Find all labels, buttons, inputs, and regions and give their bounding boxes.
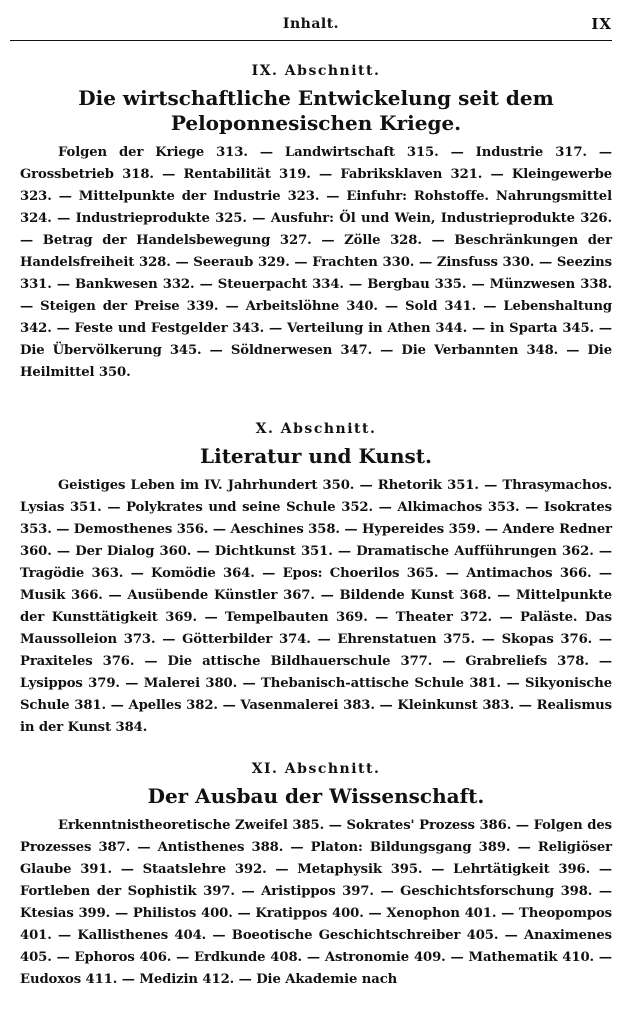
section-title: Literatur und Kunst. [200, 444, 432, 468]
section-title: Die wirtschaftliche Entwickelung seit dem Peloponnesischen Kriege. [78, 86, 554, 135]
section-contents: Folgen der Kriege 313. — Landwirtschaft 315. — Industrie 317. — Grossbetrieb 318. — Rentabilität 319. — Fabriksklaven 321. — Kleingewerbe 323. — Mittelpunkte der Industrie 323. — Einfuhr: Rohstoffe. Nahrungsmittel 324. — Industrieprodukte 325. — Ausfuhr: Öl und Wein, Industrieprodukte 326. — Betrag der Handelsbewegung 327. — Zölle 328. — Beschränkungen der Handelsfreiheit 328. — Seeraub 329. — Frachten 330. — Zinsfuss 330. — Seezins 331. — Bankwesen 332. — Steuerpacht 334. — Bergbau 335. — Münzwesen 338. — Steigen der Preise 339. — Arbeitslöhne 340. — Sold 341. — Lebenshaltung 342. — Feste und Festgelder 343. — Verteilung in Athen 344. — in Sparta 345. — Die Übervölkerung 345. — Söldnerwesen 347. — Die Verbannten 348. — Die Heilmittel 350. [20, 145, 612, 380]
running-head [10, 14, 612, 41]
section-contents: Erkenntnistheoretische Zweifel 385. — Sokrates' Prozess 386. — Folgen des Prozesses 387. — Antisthenes 388. — Platon: Bildungsgang 389. — Religiöser Glaube 391. — Staatslehre 392. — Metaphysik 395. — Lehrtätigkeit 396. — Fortleben der Sophistik 397. — Aristippos 397. — Geschichtsforschung 398. — Ktesias 399. — Philistos 400. — Kratippos 400. — Xenophon 401. — Theopompos 401. — Kallisthenes 404. — Boeotische Geschichtschreiber 405. — Anaximenes 405. — Ephoros 406. — Erdkunde 408. — Astronomie 409. — Mathematik 410. — Eudoxos 411. — Medizin 412. — Die Akademie nach [20, 818, 612, 987]
section-label: IX. Abschnitt. [251, 63, 381, 79]
section-label: X. Abschnitt. [255, 421, 377, 437]
section-ix [20, 62, 612, 384]
section-xi [20, 760, 612, 991]
running-head-title: Inhalt. [282, 16, 340, 32]
section-title: Der Ausbau der Wissenschaft. [147, 784, 485, 808]
page-number: IX [591, 15, 612, 33]
section-x [20, 420, 612, 739]
section-contents: Geistiges Leben im IV. Jahrhundert 350. — Rhetorik 351. — Thrasymachos. Lysias 351. — Polykrates und seine Schule 352. — Alkimachos 353. — Isokrates 353. — Demosthenes 356. — Aeschines 358. — Hypereides 359. — Andere Redner 360. — Der Dialog 360. — Dichtkunst 351. — Dramatische Aufführungen 362. — Tragödie 363. — Komödie 364. — Epos: Choerilos 365. — Antimachos 366. — Musik 366. — Ausübende Künstler 367. — Bildende Kunst 368. — Mittelpunkte der Kunsttätigkeit 369. — Tempelbauten 369. — Theater 372. — Paläste. Das Maussolleion 373. — Götterbilder 374. — Ehrenstatuen 375. — Skopas 376. — Praxiteles 376. — Die attische Bildhauerschule 377. — Grabreliefs 378. — Lysippos 379. — Malerei 380. — Thebanisch-attische Schule 381. — Sikyonische Schule 381. — Apelles 382. — Vasenmalerei 383. — Kleinkunst 383. — Realismus in der Kunst 384. [20, 478, 612, 735]
section-label: XI. Abschnitt. [251, 761, 381, 777]
